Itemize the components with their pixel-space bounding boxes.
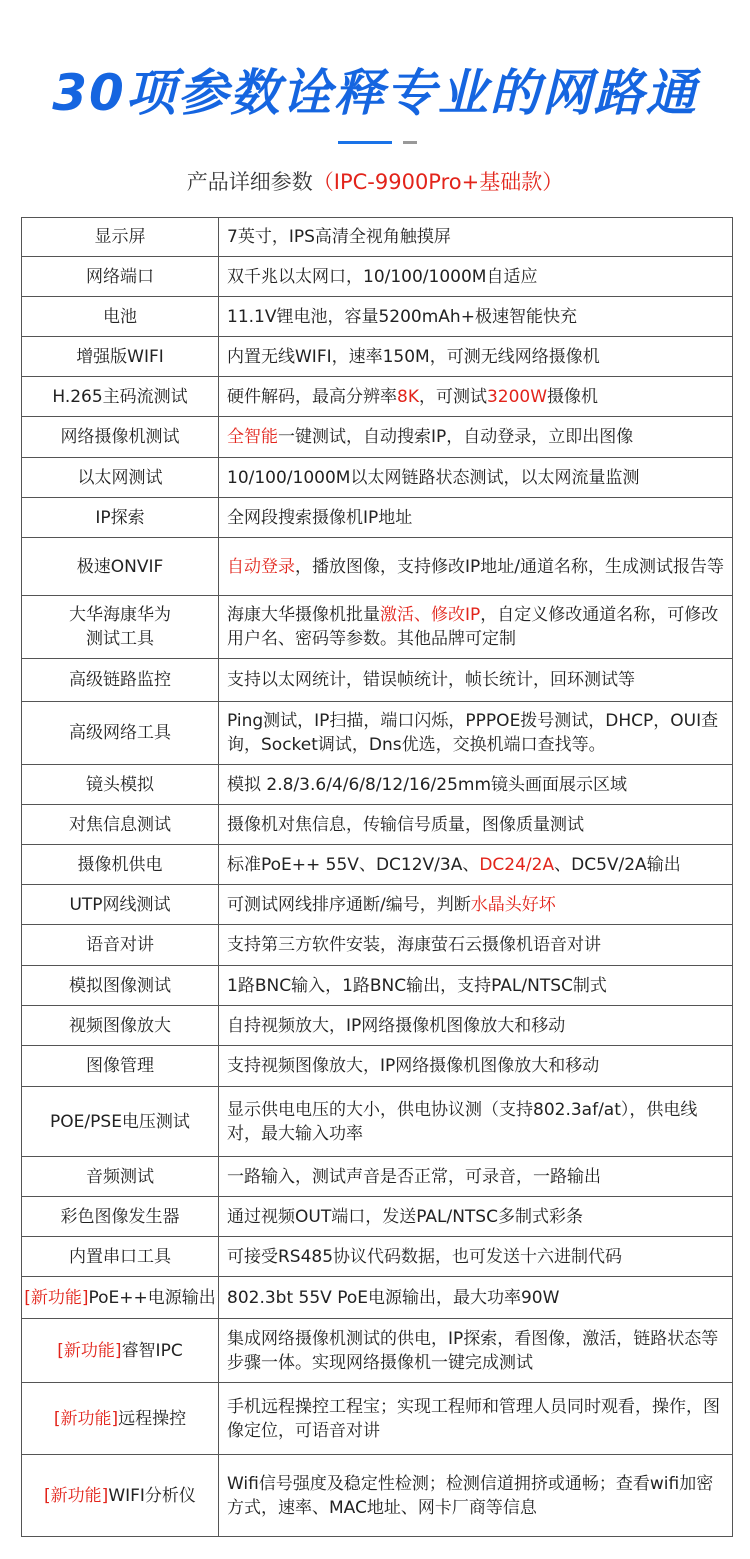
spec-label [22,1046,219,1087]
spec-value [219,337,733,377]
spec-row [22,498,733,538]
spec-row [22,257,733,297]
spec-label [22,1383,219,1455]
spec-value-text: 可测试网线排序通断/编号，判断 [227,894,471,915]
spec-label [22,377,219,417]
spec-label [22,765,219,805]
spec-label [22,1157,219,1197]
spec-value [219,1087,733,1157]
spec-row [22,659,733,702]
spec-value-text: 、DC5V/2A输出 [554,854,681,875]
spec-label [22,1319,219,1383]
new-feature-tag: [新功能] [57,1340,122,1361]
spec-label [22,659,219,702]
spec-label-text: POE/PSE电压测试 [50,1111,190,1132]
spec-value-highlight: 3200W [486,386,548,407]
spec-value-text: 海康大华摄像机批量 [227,605,380,625]
spec-label-text: 睿智IPC [121,1340,183,1361]
spec-value [219,702,733,765]
spec-label-text: 音频测试 [86,1166,154,1187]
spec-label [22,805,219,845]
spec-label-text: 网络端口 [86,266,154,287]
spec-value-text: 摄像机对焦信息，传输信号质量，图像质量测试 [227,814,584,835]
spec-value-text: 支持以太网统计，错误帧统计，帧长统计，回环测试等 [227,670,635,690]
spec-row [22,377,733,417]
spec-row [22,337,733,377]
spec-value-text: 通过视频OUT端口，发送PAL/NTSC多制式彩条 [227,1206,583,1227]
spec-label [22,417,219,458]
spec-label [22,1237,219,1277]
spec-row [22,845,733,885]
spec-row [22,1383,733,1455]
spec-value-text: 支持第三方软件安装，海康萤石云摄像机语音对讲 [227,935,601,955]
spec-value [219,1157,733,1197]
spec-label-text: 语音对讲 [86,935,154,955]
spec-row [22,458,733,498]
spec-value-text: 手机远程操控工程宝；实现工程师和管理人员同时观看，操作，图像定位，可语音对讲 [227,1396,720,1441]
spec-label [22,538,219,596]
model-name: （IPC-9900Pro+基础款） [312,170,564,194]
spec-label-text: 以太网测试 [77,467,163,488]
spec-label-text: H.265主码流测试 [52,386,188,407]
spec-value-text: Wifi信号强度及稳定性检测；检测信道拥挤或通畅；查看wifi加密方式，速率、MAC地址、网卡厂商等信息 [227,1473,714,1518]
spec-row [22,966,733,1006]
spec-label [22,458,219,498]
spec-value [219,1277,733,1319]
spec-label [22,498,219,538]
spec-row [22,417,733,458]
new-feature-tag: [新功能] [53,1408,119,1429]
spec-label-text: UTP网线测试 [69,894,171,915]
spec-value [219,1197,733,1237]
spec-value [219,218,733,257]
spec-label-text: 显示屏 [94,227,146,247]
spec-value-highlight: 自动登录 [227,556,295,577]
spec-value-text: Ping测试，IP扫描，端口闪烁，PPPOE拨号测试，DHCP，OUI查询，Socket调试，Dns优选，交换机端口查找等。 [227,711,719,755]
spec-label [22,1455,219,1537]
spec-label [22,925,219,966]
spec-value [219,845,733,885]
spec-value-text: 支持视频图像放大，IP网络摄像机图像放大和移动 [227,1056,600,1076]
spec-value [219,1319,733,1383]
spec-label-text: 测试工具 [86,629,154,649]
spec-table [21,217,733,1537]
new-feature-tag: [新功能] [24,1287,89,1308]
spec-label-text: 增强版WIFI [76,346,164,367]
title-divider [338,141,392,144]
spec-value [219,596,733,659]
spec-value-text: 可接受RS485协议代码数据，也可发送十六进制代码 [227,1246,623,1267]
spec-value-text: 7英寸，IPS高清全视角触摸屏 [227,227,451,247]
spec-label [22,702,219,765]
spec-row [22,1087,733,1157]
spec-value-highlight: 8K [397,386,419,407]
spec-label-text: 对焦信息测试 [69,814,171,835]
spec-label-text: 大华海康华为 [69,605,171,625]
spec-value [219,538,733,596]
spec-value-text: 硬件解码，最高分辨率 [227,386,397,407]
spec-row [22,297,733,337]
spec-label [22,297,219,337]
spec-value [219,1046,733,1087]
spec-label-text: WIFI分析仪 [108,1485,196,1506]
spec-row [22,1046,733,1087]
spec-label [22,1197,219,1237]
spec-value [219,765,733,805]
spec-value [219,297,733,337]
spec-row [22,596,733,659]
spec-label-text: 极速ONVIF [76,556,164,577]
spec-value-text: 全网段搜索摄像机IP地址 [227,507,413,528]
spec-value-text: 802.3bt 55V PoE电源输出，最大功率90W [227,1287,560,1308]
spec-value [219,885,733,925]
spec-value-text: 模拟 2.8/3.6/4/6/8/12/16/25mm镜头画面展示区域 [227,774,628,795]
spec-value-highlight: 全智能 [227,427,278,447]
spec-label-text: 电池 [103,306,137,327]
spec-value-text: ，可测试 [418,386,487,407]
spec-value-text: ，播放图像，支持修改IP地址/通道名称，生成测试报告等 [295,556,724,577]
spec-row [22,1197,733,1237]
spec-value-text: 显示供电电压的大小，供电协议测（支持802.3af/at），供电线对，最大输入功率 [227,1099,698,1144]
spec-value-text: 1路BNC输入，1路BNC输出，支持PAL/NTSC制式 [227,975,607,996]
spec-value-text: 一键测试，自动搜索IP，自动登录，立即出图像 [278,427,634,447]
spec-row [22,1455,733,1537]
spec-value [219,458,733,498]
spec-label-text: PoE++电源输出 [88,1287,216,1308]
spec-row [22,1157,733,1197]
spec-label [22,257,219,297]
spec-value [219,257,733,297]
spec-label [22,596,219,659]
title-divider-dot [403,141,417,144]
spec-value-text: 双千兆以太网口，10/100/1000M自适应 [227,266,538,287]
spec-row [22,925,733,966]
spec-row [22,1237,733,1277]
spec-value [219,417,733,458]
spec-label-text: 高级网络工具 [69,723,171,743]
spec-value-text: 10/100/1000M以太网链路状态测试，以太网流量监测 [227,467,640,488]
spec-label-text: 视频图像放大 [69,1015,171,1036]
spec-value-highlight: DC24/2A [479,854,555,875]
subtitle-prefix: 产品详细参数 [186,170,313,194]
spec-label-text: 远程操控 [118,1408,187,1429]
spec-label-text: 镜头模拟 [86,774,154,795]
spec-value-text: 一路输入，测试声音是否正常，可录音，一路输出 [227,1166,601,1187]
spec-row [22,1319,733,1383]
spec-label [22,1006,219,1046]
spec-label [22,337,219,377]
spec-label [22,1087,219,1157]
new-feature-tag: [新功能] [44,1485,109,1506]
page-title: 30项参数诠释专业的网路通 [52,64,698,122]
spec-value-text: 内置无线WIFI，速率150M，可测无线网络摄像机 [227,346,600,367]
spec-label-text: 内置串口工具 [69,1246,171,1267]
spec-row [22,538,733,596]
spec-label-text: 高级链路监控 [69,670,171,690]
spec-row [22,1277,733,1319]
spec-label [22,1277,219,1319]
spec-label-text: IP探索 [95,507,145,528]
spec-value [219,659,733,702]
spec-row [22,218,733,257]
spec-value-text: 集成网络摄像机测试的供电，IP探索，看图像，激活，链路状态等步骤一体。实现网络摄像机一键完成测试 [227,1328,719,1373]
spec-value-highlight: 水晶头好坏 [470,894,556,915]
spec-value-text: 自持视频放大，IP网络摄像机图像放大和移动 [227,1015,566,1036]
spec-value [219,1237,733,1277]
spec-value-text: 摄像机 [547,386,599,407]
spec-label-text: 图像管理 [86,1056,154,1076]
spec-label-text: 摄像机供电 [77,854,163,875]
spec-label [22,845,219,885]
spec-row [22,702,733,765]
spec-value [219,925,733,966]
spec-value [219,498,733,538]
spec-label [22,885,219,925]
spec-label-text: 网络摄像机测试 [60,427,180,447]
spec-value [219,805,733,845]
spec-row [22,805,733,845]
spec-value-highlight: 激活、修改IP [380,605,481,625]
spec-row [22,885,733,925]
spec-row [22,1006,733,1046]
spec-label-text: 彩色图像发生器 [60,1206,180,1227]
spec-label-text: 模拟图像测试 [69,975,171,996]
spec-value-text: 11.1V锂电池，容量5200mAh+极速智能快充 [227,306,577,327]
spec-value [219,1383,733,1455]
spec-value [219,966,733,1006]
spec-value-text: 标准PoE++ 55V、DC12V/3A、 [227,854,480,875]
spec-value [219,1455,733,1537]
spec-value-text: ，自定义修改通道名称，可修改用户名、密码等参数。其他品牌可定制 [227,605,719,649]
spec-label [22,218,219,257]
subtitle [0,168,750,196]
spec-label [22,966,219,1006]
spec-row [22,765,733,805]
spec-value [219,1006,733,1046]
spec-value [219,377,733,417]
